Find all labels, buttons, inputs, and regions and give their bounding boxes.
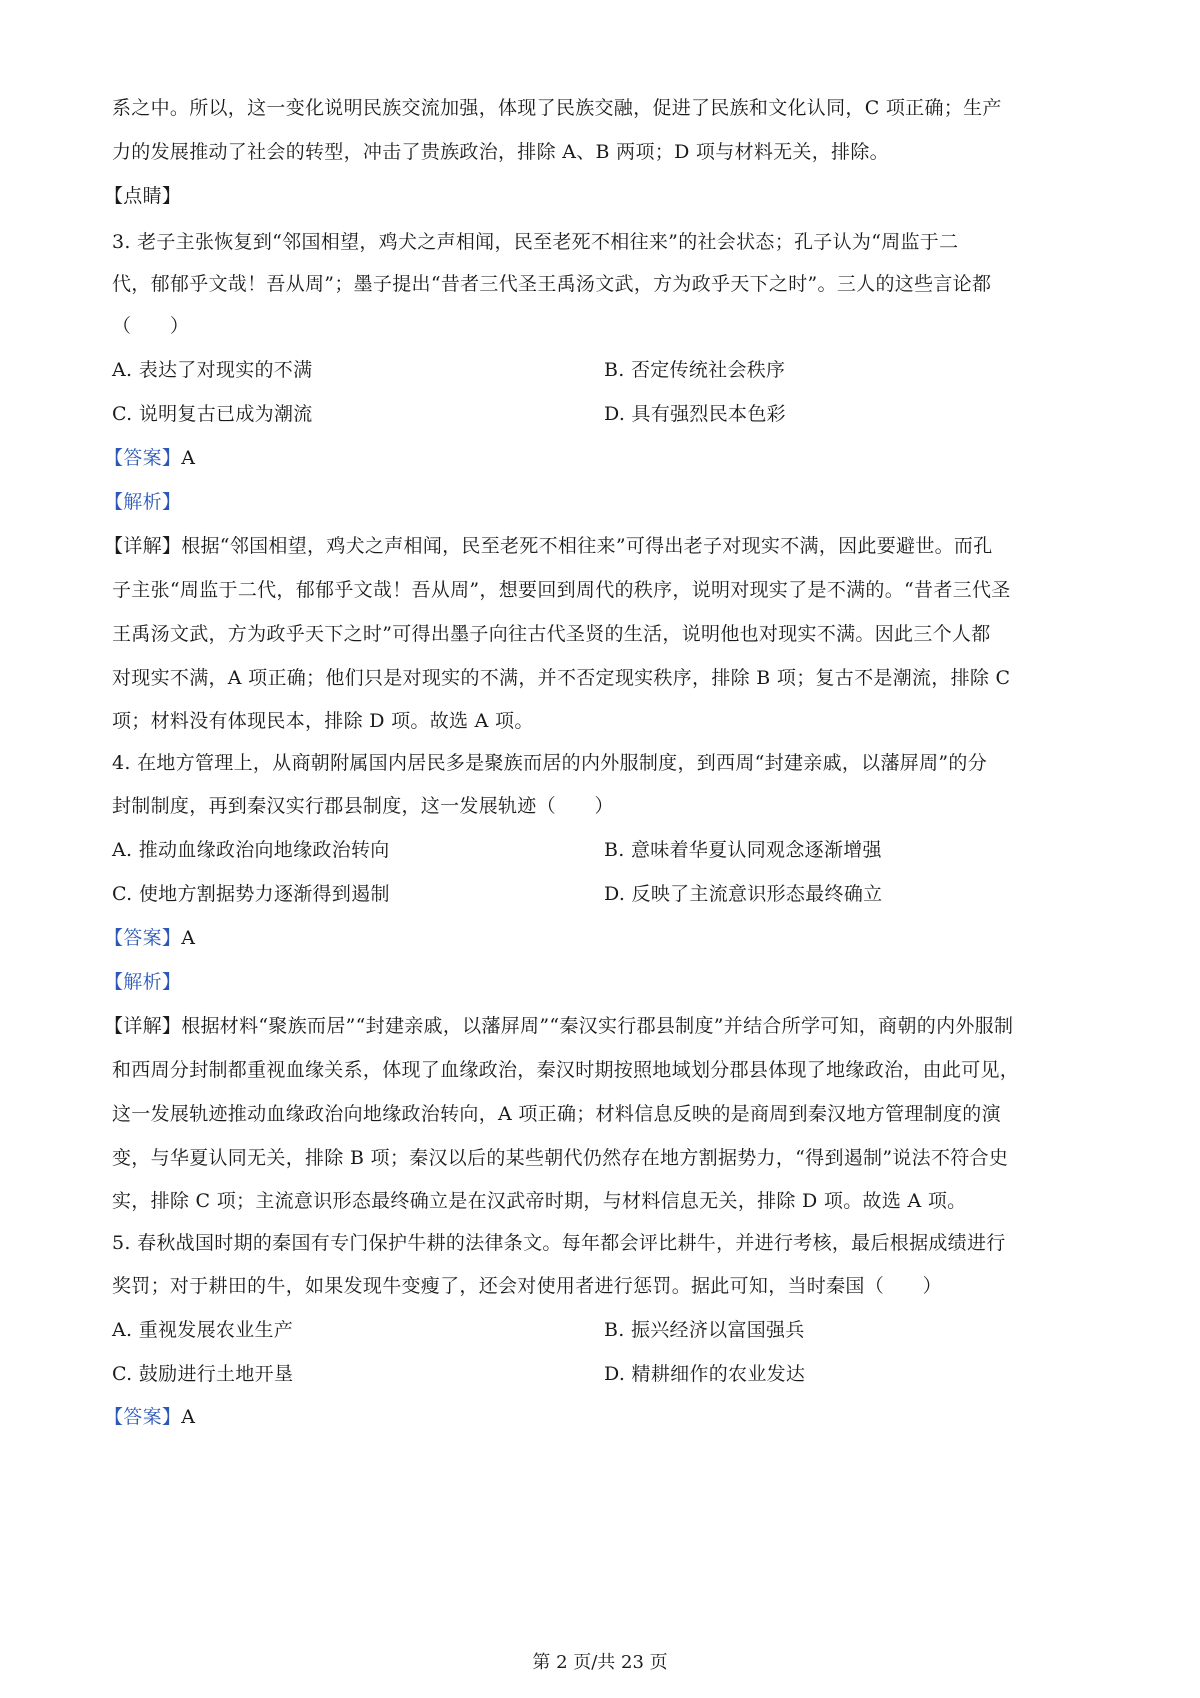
q3-detail-line-2: 子主张“周监于二代，郁郁乎文哉！吾从周”，想要回到周代的秩序，说明对现实了是不满的。“昔者三代圣 xyxy=(112,579,1011,601)
q3-option-a: A. 表达了对现实的不满 xyxy=(112,359,313,381)
q4-answer xyxy=(104,925,195,951)
answer-label: 【答案】 xyxy=(104,1406,182,1428)
q5-answer xyxy=(104,1404,195,1430)
detail-label: 【详解】 xyxy=(104,535,182,557)
q4-detail-line-2: 和西周分封制都重视血缘关系，体现了血缘政治，秦汉时期按照地域划分郡县体现了地缘政治，由此可见， xyxy=(112,1059,1020,1081)
answer-value: A xyxy=(181,447,196,469)
q4-detail-line-5: 实，排除 C 项；主流意识形态最终确立是在汉武帝时期，与材料信息无关，排除 D 项。故选 A 项。 xyxy=(112,1190,967,1212)
q4-stem-line-2: 封制制度，再到秦汉实行郡县制度，这一发展轨迹（ ） xyxy=(112,795,614,817)
detail-label: 【详解】 xyxy=(104,1015,182,1037)
answer-value: A xyxy=(181,1406,196,1428)
q3-option-b: B. 否定传统社会秩序 xyxy=(604,359,786,381)
q3-option-d: D. 具有强烈民本色彩 xyxy=(604,403,786,425)
analysis-label: 【解析】 xyxy=(104,971,182,993)
q4-detail-line-4: 变，与华夏认同无关，排除 B 项；秦汉以后的某些朝代仍然存在地方割据势力，“得到遏制”说法不符合史 xyxy=(112,1147,1009,1169)
q3-detail-line-4: 对现实不满，A 项正确；他们只是对现实的不满，并不否定现实秩序，排除 B 项；复古不是潮流，排除 C xyxy=(112,667,1011,689)
q5-stem-line-2: 奖罚；对于耕田的牛，如果发现牛变瘦了，还会对使用者进行惩罚。据此可知，当时秦国（ ） xyxy=(112,1275,942,1297)
q5-stem-line-1: 5. 春秋战国时期的秦国有专门保护牛耕的法律条文。每年都会评比耕牛，并进行考核，最后根据成绩进行 xyxy=(112,1232,1006,1254)
q4-stem-line-1: 4. 在地方管理上，从商朝附属国内居民多是聚族而居的内外服制度，到西周“封建亲戚，以藩屏周”的分 xyxy=(112,752,987,774)
q3-answer xyxy=(104,445,195,471)
q3-analysis-label xyxy=(104,489,181,515)
q5-option-b: B. 振兴经济以富国强兵 xyxy=(604,1319,805,1341)
q3-detail-line-3: 王禹汤文武，方为政乎天下之时”可得出墨子向往古代圣贤的生活，说明他也对现实不满。因此三个人都 xyxy=(112,623,991,645)
q3-stem-line-1: 3. 老子主张恢复到“邻国相望，鸡犬之声相闻，民至老死不相往来”的社会状态；孔子认为“周监于二 xyxy=(112,231,959,253)
q4-analysis-label xyxy=(104,969,181,995)
detail-text: 根据材料“聚族而居”“封建亲戚，以藩屏周”“秦汉实行郡县制度”并结合所学可知，商朝的内外服制 xyxy=(181,1015,1014,1037)
prev-analysis-line-2: 力的发展推动了社会的转型，冲击了贵族政治，排除 A、B 两项；D 项与材料无关，排除。 xyxy=(112,141,889,163)
q5-option-d: D. 精耕细作的农业发达 xyxy=(604,1363,806,1385)
answer-value: A xyxy=(181,927,196,949)
q3-stem-line-3: （ ） xyxy=(112,315,190,337)
answer-label: 【答案】 xyxy=(104,927,182,949)
q4-option-a: A. 推动血缘政治向地缘政治转向 xyxy=(112,839,390,861)
detail-text: 根据“邻国相望，鸡犬之声相闻，民至老死不相往来”可得出老子对现实不满，因此要避世。而孔 xyxy=(181,535,993,557)
q3-option-c: C. 说明复古已成为潮流 xyxy=(112,403,313,425)
q3-detail-line-5: 项；材料没有体现民本，排除 D 项。故选 A 项。 xyxy=(112,710,534,732)
dianjing-label: 【点睛】 xyxy=(104,185,182,207)
q4-option-d: D. 反映了主流意识形态最终确立 xyxy=(604,883,883,905)
q3-detail-line-1 xyxy=(104,533,993,559)
q5-option-c: C. 鼓励进行土地开垦 xyxy=(112,1363,294,1385)
q5-option-a: A. 重视发展农业生产 xyxy=(112,1319,294,1341)
answer-label: 【答案】 xyxy=(104,447,182,469)
analysis-label: 【解析】 xyxy=(104,491,182,513)
page-number: 第 2 页/共 23 页 xyxy=(532,1652,668,1673)
q4-detail-line-1 xyxy=(104,1013,1013,1039)
q3-stem-line-2: 代，郁郁乎文哉！吾从周”；墨子提出“昔者三代圣王禹汤文武，方为政乎天下之时”。三人的这些言论都 xyxy=(112,273,992,295)
q4-option-c: C. 使地方割据势力逐渐得到遏制 xyxy=(112,883,390,905)
q4-option-b: B. 意味着华夏认同观念逐渐增强 xyxy=(604,839,882,861)
prev-analysis-line-1: 系之中。所以，这一变化说明民族交流加强，体现了民族交融，促进了民族和文化认同，C 项正确；生产 xyxy=(112,97,1002,119)
q4-detail-line-3: 这一发展轨迹推动血缘政治向地缘政治转向，A 项正确；材料信息反映的是商周到秦汉地方管理制度的演 xyxy=(112,1103,1001,1125)
